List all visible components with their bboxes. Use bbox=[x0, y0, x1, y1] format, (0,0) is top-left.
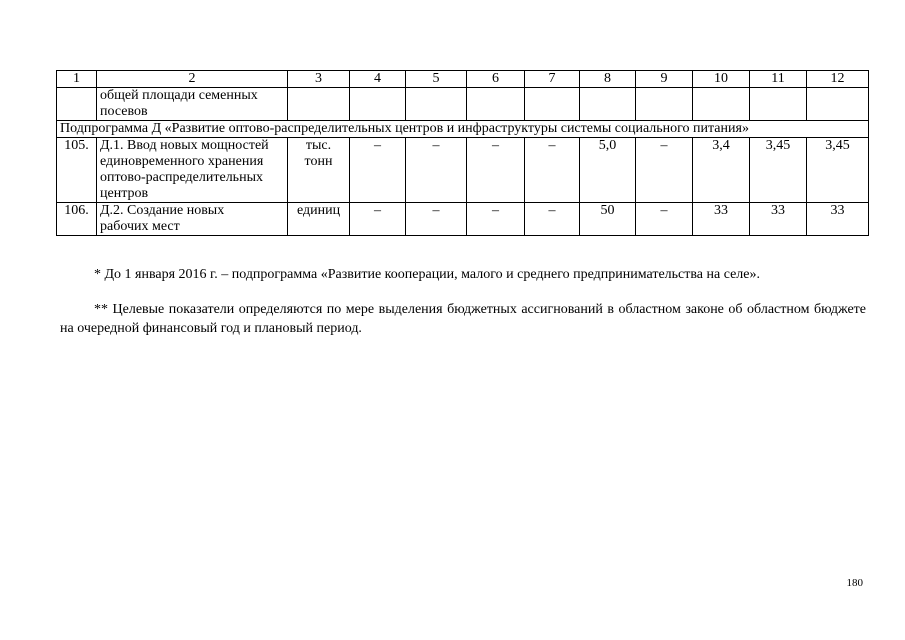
header-cell: 5 bbox=[406, 71, 467, 88]
header-cell: 2 bbox=[97, 71, 288, 88]
value-cell: 5,0 bbox=[580, 138, 636, 203]
header-cell: 11 bbox=[750, 71, 807, 88]
footnote-2: ** Целевые показатели определяются по мере выделения бюджетных ассигнований в областном законе об областном бюджете на очередной финансовый год и плановый период. bbox=[60, 302, 866, 336]
subprogram-row bbox=[57, 121, 869, 138]
header-cell: 9 bbox=[636, 71, 693, 88]
header-cell: 8 bbox=[580, 71, 636, 88]
value-cell bbox=[467, 88, 525, 121]
header-cell: 1 bbox=[57, 71, 97, 88]
value-cell: 3,45 bbox=[750, 138, 807, 203]
value-cell: – bbox=[406, 138, 467, 203]
unit-cell: тыс. тонн bbox=[288, 138, 350, 203]
indicator-name-cell: общей площади семенных посевов bbox=[97, 88, 288, 121]
value-cell: 33 bbox=[693, 203, 750, 236]
value-cell bbox=[580, 88, 636, 121]
value-cell bbox=[693, 88, 750, 121]
value-cell: – bbox=[350, 203, 406, 236]
table-row bbox=[57, 138, 869, 203]
indicator-name-cell: Д.1. Ввод новых мощностей единовременного хранения оптово-распределительных центров bbox=[97, 138, 288, 203]
value-cell bbox=[525, 88, 580, 121]
continuation-row bbox=[57, 88, 869, 121]
subprogram-title: Подпрограмма Д «Развитие оптово-распределительных центров и инфраструктуры системы социального питания» bbox=[57, 121, 869, 138]
page-number: 180 bbox=[846, 577, 863, 589]
footnote-1: * До 1 января 2016 г. – подпрограмма «Развитие кооперации, малого и среднего предпринимательства на селе». bbox=[94, 267, 761, 282]
indicator-name-cell: Д.2. Создание новых рабочих мест bbox=[97, 203, 288, 236]
value-cell: 33 bbox=[807, 203, 869, 236]
value-cell: – bbox=[636, 203, 693, 236]
value-cell: – bbox=[467, 203, 525, 236]
header-cell: 6 bbox=[467, 71, 525, 88]
value-cell: – bbox=[467, 138, 525, 203]
value-cell: – bbox=[350, 138, 406, 203]
header-cell: 7 bbox=[525, 71, 580, 88]
unit-cell: единиц bbox=[288, 203, 350, 236]
value-cell: 3,4 bbox=[693, 138, 750, 203]
value-cell bbox=[406, 88, 467, 121]
row-number-cell: 106. bbox=[57, 203, 97, 236]
value-cell: 3,45 bbox=[807, 138, 869, 203]
value-cell bbox=[750, 88, 807, 121]
table-row bbox=[57, 203, 869, 236]
header-cell: 12 bbox=[807, 71, 869, 88]
header-cell: 4 bbox=[350, 71, 406, 88]
row-number-cell: 105. bbox=[57, 138, 97, 203]
header-cell: 3 bbox=[288, 71, 350, 88]
value-cell: – bbox=[636, 138, 693, 203]
value-cell bbox=[807, 88, 869, 121]
value-cell: 33 bbox=[750, 203, 807, 236]
unit-cell bbox=[288, 88, 350, 121]
value-cell: – bbox=[525, 138, 580, 203]
row-number-cell bbox=[57, 88, 97, 121]
header-row bbox=[57, 71, 869, 88]
indicators-table bbox=[56, 70, 869, 236]
header-cell: 10 bbox=[693, 71, 750, 88]
value-cell: – bbox=[406, 203, 467, 236]
value-cell bbox=[636, 88, 693, 121]
value-cell bbox=[350, 88, 406, 121]
value-cell: 50 bbox=[580, 203, 636, 236]
value-cell: – bbox=[525, 203, 580, 236]
